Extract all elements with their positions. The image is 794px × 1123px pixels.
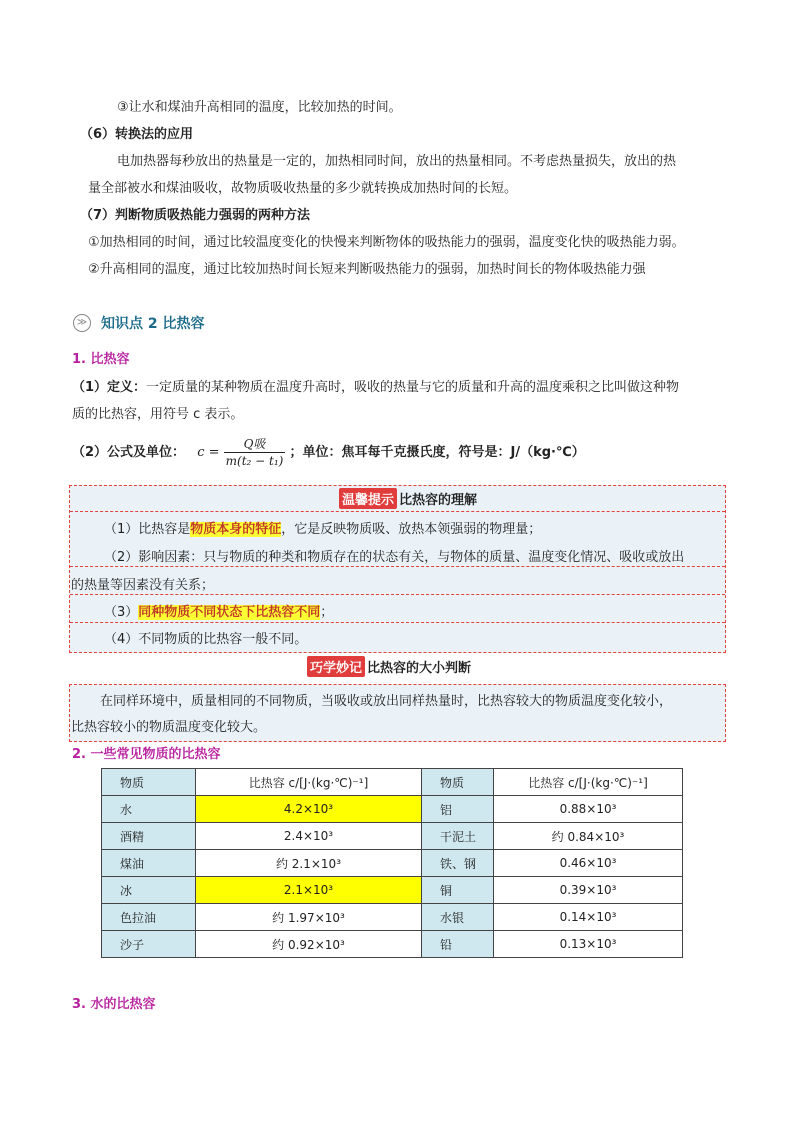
specific-heat-table [101, 768, 683, 958]
table-cell: 铝 [422, 796, 494, 823]
formula-lhs: c = [197, 445, 220, 460]
table-header-row [102, 769, 683, 796]
table-cell: 2.4×10³ [196, 823, 422, 850]
trick-title: 比热容的大小判断 [367, 661, 472, 676]
table-cell: 酒精 [102, 823, 196, 850]
knowledge-point-title: 知识点 2 比热容 [101, 316, 205, 332]
table-cell: 约 2.1×10³ [196, 850, 422, 877]
table-cell: 2.1×10³ [196, 877, 422, 904]
tip-header [339, 488, 477, 509]
para-6-line1: 电加热器每秒放出的热量是一定的，加热相同时间，放出的热量相同。不考虑热量损失，放出的热 [117, 154, 677, 169]
table-cell: 约 0.84×10³ [494, 823, 683, 850]
tip-title: 比热容的理解 [399, 493, 478, 508]
formula-line [72, 433, 585, 473]
trick-line1: 在同样环境中，质量相同的不同物质，当吸收或放出同样热量时，比热容较大的物质温度变化较小， [100, 694, 673, 709]
table-row [102, 823, 683, 850]
tip-item-1 [104, 518, 541, 537]
table-header-cell: 比热容 c/[J·(kg·℃)⁻¹] [196, 769, 422, 796]
table-cell: 约 1.97×10³ [196, 904, 422, 931]
table-cell: 0.46×10³ [494, 850, 683, 877]
chevron-right-icon: ≫ [73, 314, 91, 332]
table-cell: 0.88×10³ [494, 796, 683, 823]
tip-item-1-suffix: ，它是反映物质吸、放热本领强弱的物理量； [281, 522, 542, 537]
heading-7: （7）判断物质吸热能力强弱的两种方法 [80, 208, 311, 223]
table-cell: 沙子 [102, 931, 196, 958]
table-cell: 水 [102, 796, 196, 823]
table-cell: 铁、钢 [422, 850, 494, 877]
highlight-text: 同种物质不同状态下比热容不同 [138, 605, 321, 620]
table-cell: 铜 [422, 877, 494, 904]
para-6-line2: 量全部被水和煤油吸收，故物质吸收热量的多少就转换成加热时间的长短。 [88, 181, 518, 196]
formula-label: （2）公式及单位： [72, 445, 186, 460]
table-cell: 铅 [422, 931, 494, 958]
definition-line1 [72, 376, 679, 395]
table-cell: 0.13×10³ [494, 931, 683, 958]
tip-item-3 [104, 601, 333, 620]
heading-6: （6）转换法的应用 [80, 127, 194, 142]
table-cell: 0.14×10³ [494, 904, 683, 931]
section-2-title: 2. 一些常见物质的比热容 [72, 747, 221, 762]
table-cell: 水银 [422, 904, 494, 931]
definition-line2: 质的比热容，用符号 c 表示。 [72, 407, 244, 422]
tip-item-4: （4）不同物质的比热容一般不同。 [104, 632, 308, 647]
table-header-cell: 物质 [102, 769, 196, 796]
method-2-text: ②升高相同的温度，通过比较加热时间长短来判断吸热能力的强弱，加热时间长的物体吸热能力强 [88, 262, 646, 277]
tip-item-3-prefix: （3） [104, 605, 139, 620]
table-row [102, 796, 683, 823]
definition-text: 一定质量的某种物质在温度升高时，吸收的热量与它的质量和升高的温度乘积之比叫做这种物 [146, 380, 680, 395]
table-header-cell: 比热容 c/[J·(kg·℃)⁻¹] [494, 769, 683, 796]
definition-label: （1）定义： [72, 380, 147, 395]
table-row [102, 877, 683, 904]
table-row [102, 931, 683, 958]
step-3-text: ③让水和煤油升高相同的温度，比较加热的时间。 [117, 100, 402, 115]
table-header-cell: 物质 [422, 769, 494, 796]
table-cell: 色拉油 [102, 904, 196, 931]
highlight-text: 物质本身的特征 [190, 522, 282, 537]
trick-header [307, 656, 471, 677]
table-cell: 冰 [102, 877, 196, 904]
section-1-title: 1. 比热容 [72, 352, 130, 367]
table-row [102, 904, 683, 931]
unit-text: ；单位：焦耳每千克摄氏度，符号是：J/（kg·℃） [289, 445, 585, 460]
trick-badge: 巧学妙记 [307, 656, 365, 677]
formula-fraction [224, 436, 286, 469]
method-1-text: ①加热相同的时间，通过比较温度变化的快慢来判断物体的吸热能力的强弱，温度变化快的吸热能力弱。 [88, 235, 685, 250]
table-row [102, 850, 683, 877]
table-cell: 煤油 [102, 850, 196, 877]
table-cell: 4.2×10³ [196, 796, 422, 823]
table-cell: 干泥土 [422, 823, 494, 850]
tip-item-1-prefix: （1）比热容是 [104, 522, 191, 537]
section-3-title: 3. 水的比热容 [72, 997, 156, 1012]
trick-line2: 比热容较小的物质温度变化较大。 [71, 720, 267, 735]
table-cell: 0.39×10³ [494, 877, 683, 904]
formula-denominator: m(t₂ − t₁) [225, 454, 284, 468]
tip-item-2-line1: （2）影响因素：只与物质的种类和物质存在的状态有关，与物体的质量、温度变化情况、吸收或放出 [104, 550, 685, 565]
tip-item-3-suffix: ； [320, 605, 334, 620]
table-cell: 约 0.92×10³ [196, 931, 422, 958]
tip-badge: 温馨提示 [339, 488, 397, 509]
tip-item-2-line2: 的热量等因素没有关系； [71, 578, 215, 593]
formula-numerator: Q吸 [224, 436, 286, 453]
